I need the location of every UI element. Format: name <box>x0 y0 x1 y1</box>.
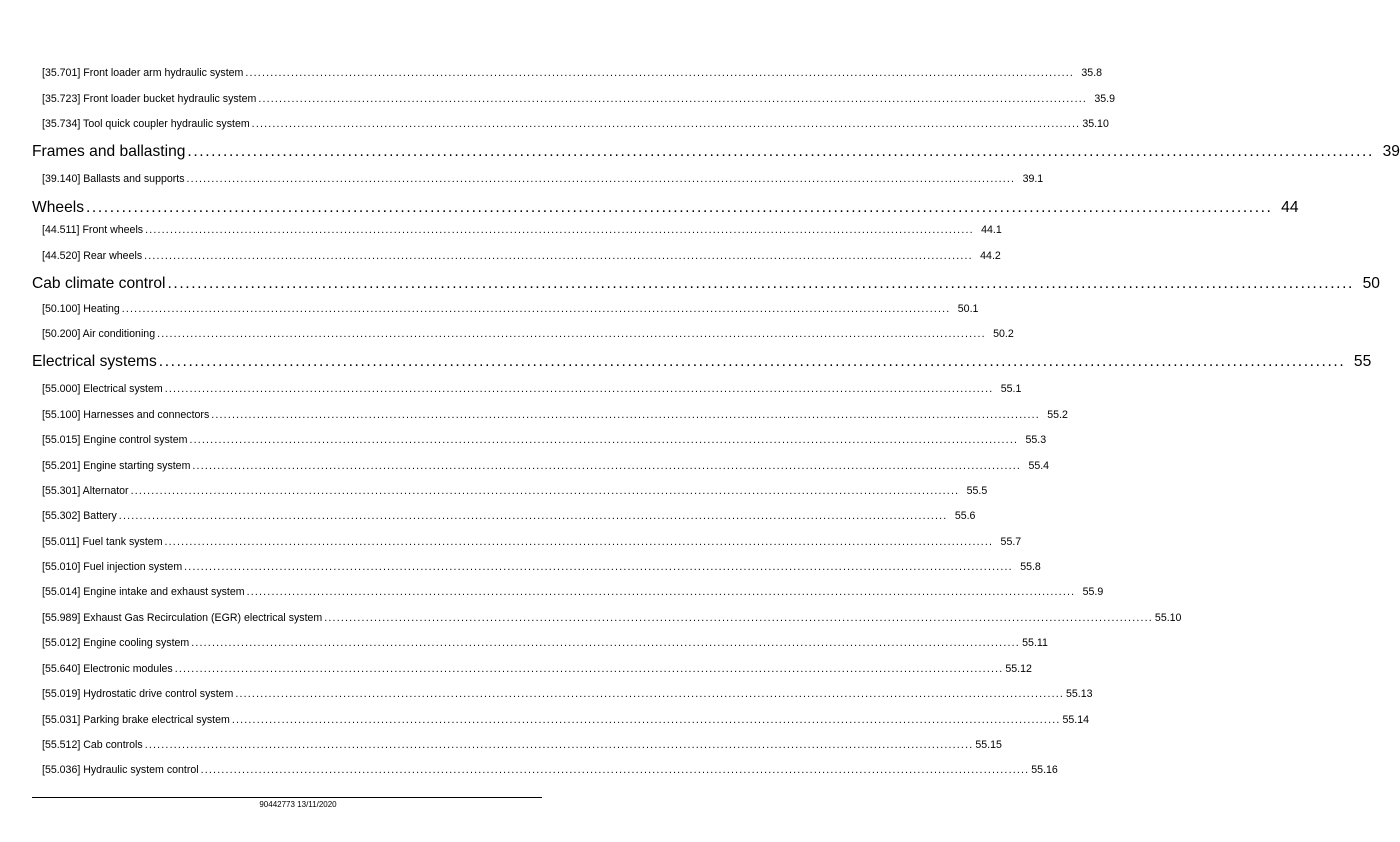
toc-entry-page: 55.6 <box>954 510 976 522</box>
dot-leader: ........................................................................................................................................................................................................ <box>121 303 951 315</box>
toc-entry-title: [39.140] Ballasts and supports <box>42 173 185 185</box>
toc-section[interactable] <box>32 198 1299 218</box>
dot-leader: ........................................................................................................................................................................................................ <box>211 409 1040 421</box>
toc-entry-page: 55.1 <box>1000 383 1022 395</box>
toc-entry[interactable] <box>42 382 1022 396</box>
toc-entry-page: 55.9 <box>1082 586 1104 598</box>
dot-leader: ........................................................................................................................................................................................................ <box>231 714 1061 726</box>
toc-section-page: 55 <box>1353 353 1372 370</box>
footer-doc-id: 90442773 13/11/2020 <box>259 800 337 809</box>
dot-leader: ........................................................................................................................................................................................................ <box>144 250 973 262</box>
toc-entry-title: [44.520] Rear wheels <box>42 250 143 262</box>
toc-entry-page: 35.9 <box>1094 93 1115 105</box>
toc-entry-page: 39.1 <box>1022 173 1044 185</box>
toc-entry-title: [35.701] Front loader arm hydraulic system <box>42 67 244 79</box>
toc-section-page: 44 <box>1281 199 1299 216</box>
toc-entry-title: [55.640] Electronic modules <box>42 663 173 675</box>
toc-entry[interactable] <box>42 662 1032 676</box>
toc-entry[interactable] <box>42 327 1014 341</box>
dot-leader: ........................................................................................................................................................................................................ <box>86 199 1273 216</box>
toc-entry[interactable] <box>42 585 1104 599</box>
toc-entry-page: 55.8 <box>1020 561 1041 573</box>
toc-entry[interactable] <box>42 611 1182 625</box>
toc-entry-title: [55.015] Engine control system <box>42 434 188 446</box>
toc-entry-title: [55.989] Exhaust Gas Recirculation (EGR) electrical system <box>42 612 323 624</box>
dot-leader: ........................................................................................................................................................................................................ <box>164 383 994 395</box>
toc-entry-title: [50.200] Air conditioning <box>42 328 156 340</box>
toc-entry-title: [55.000] Electrical system <box>42 383 163 395</box>
dot-leader: ........................................................................................................................................................................................................ <box>118 510 948 522</box>
toc-entry[interactable] <box>42 560 1041 574</box>
toc-entry-page: 55.2 <box>1047 409 1068 421</box>
toc-entry-page: 55.11 <box>1022 637 1048 649</box>
dot-leader: ........................................................................................................................................................................................................ <box>145 224 974 236</box>
dot-leader: ........................................................................................................................................................................................................ <box>192 460 1022 472</box>
toc-entry-title: [55.031] Parking brake electrical system <box>42 714 230 726</box>
toc-section[interactable] <box>32 352 1372 372</box>
dot-leader: ........................................................................................................................................................................................................ <box>186 173 1016 185</box>
toc-entry[interactable] <box>42 763 1058 777</box>
dot-leader: ........................................................................................................................................................................................................ <box>245 67 1075 79</box>
toc-entry[interactable] <box>42 302 979 316</box>
toc-entry[interactable] <box>42 408 1068 422</box>
toc-entry-page: 55.3 <box>1025 434 1047 446</box>
toc-entry-title: [55.011] Fuel tank system <box>42 536 163 548</box>
toc-entry-title: [35.734] Tool quick coupler hydraulic system <box>42 118 250 130</box>
toc-entry-page: 55.12 <box>1005 663 1032 675</box>
toc-entry[interactable] <box>42 713 1090 727</box>
dot-leader: ........................................................................................................................................................................................................ <box>184 561 1013 573</box>
dot-leader: ........................................................................................................................................................................................................ <box>189 434 1019 446</box>
toc-entry[interactable] <box>42 433 1047 447</box>
toc-entry-title: [55.010] Fuel injection system <box>42 561 183 573</box>
toc-section-title: Cab climate control <box>32 275 166 292</box>
toc-entry-title: [55.036] Hydraulic system control <box>42 764 199 776</box>
toc-entry[interactable] <box>42 484 988 498</box>
toc-entry[interactable] <box>42 459 1050 473</box>
toc-section-title: Frames and ballasting <box>32 143 186 160</box>
toc-entry-title: [50.100] Heating <box>42 303 120 315</box>
dot-leader: ........................................................................................................................................................................................................ <box>164 536 994 548</box>
toc-section-title: Wheels <box>32 199 84 216</box>
dot-leader: ........................................................................................................................................................................................................ <box>251 118 1081 130</box>
dot-leader: ........................................................................................................................................................................................................ <box>174 663 1004 675</box>
toc-entry-title: [55.100] Harnesses and connectors <box>42 409 210 421</box>
toc-entry-page: 44.1 <box>981 224 1002 236</box>
toc-entry-page: 55.10 <box>1154 612 1182 624</box>
toc-entry[interactable] <box>42 738 1002 752</box>
toc-entry[interactable] <box>42 687 1093 701</box>
toc-entry-title: [55.201] Engine starting system <box>42 460 191 472</box>
toc-entry-title: [55.301] Alternator <box>42 485 129 497</box>
toc-entry-title: [55.019] Hydrostatic drive control system <box>42 688 234 700</box>
dot-leader: ........................................................................................................................................................................................................ <box>246 586 1076 598</box>
toc-entry-title: [44.511] Front wheels <box>42 224 144 236</box>
toc-section-page: 50 <box>1362 275 1380 292</box>
toc-entry-title: [55.512] Cab controls <box>42 739 143 751</box>
toc-section-page: 39 <box>1382 143 1400 160</box>
toc-entry-title: [55.302] Battery <box>42 510 117 522</box>
toc-entry-page: 55.14 <box>1062 714 1090 726</box>
toc-entry-title: [35.723] Front loader bucket hydraulic system <box>42 93 257 105</box>
dot-leader: ........................................................................................................................................................................................................ <box>158 353 1346 370</box>
toc-section[interactable] <box>32 142 1400 162</box>
toc-entry-page: 50.2 <box>993 328 1014 340</box>
toc-section[interactable] <box>32 274 1380 294</box>
toc-entry[interactable] <box>42 535 1022 549</box>
toc-entry[interactable] <box>42 223 1002 237</box>
toc-entry-page: 55.5 <box>966 485 988 497</box>
dot-leader: ........................................................................................................................................................................................................ <box>191 637 1020 649</box>
toc-entry-page: 55.16 <box>1031 764 1058 776</box>
toc-section-title: Electrical systems <box>32 353 157 370</box>
toc-entry[interactable] <box>42 172 1044 186</box>
toc-entry-page: 50.1 <box>957 303 979 315</box>
toc-entry[interactable] <box>42 117 1109 131</box>
toc-entry-page: 55.7 <box>1000 536 1022 548</box>
dot-leader: ........................................................................................................................................................................................................ <box>235 688 1065 700</box>
dot-leader: ........................................................................................................................................................................................................ <box>187 143 1374 160</box>
dot-leader: ........................................................................................................................................................................................................ <box>144 739 974 751</box>
toc-entry[interactable] <box>42 66 1103 80</box>
toc-entry-page: 55.15 <box>975 739 1002 751</box>
dot-leader: ........................................................................................................................................................................................................ <box>130 485 960 497</box>
dot-leader: ........................................................................................................................................................................................................ <box>258 93 1087 105</box>
toc-entry-page: 35.8 <box>1081 67 1103 79</box>
dot-leader: ........................................................................................................................................................................................................ <box>200 764 1030 776</box>
toc-entry[interactable] <box>42 509 976 523</box>
toc-entry[interactable] <box>42 636 1048 650</box>
toc-entry-page: 55.13 <box>1066 688 1093 700</box>
footer-divider <box>32 797 542 798</box>
toc-entry-page: 55.4 <box>1028 460 1050 472</box>
toc-entry[interactable] <box>42 249 1001 263</box>
dot-leader: ........................................................................................................................................................................................................ <box>324 612 1153 624</box>
toc-entry-title: [55.014] Engine intake and exhaust system <box>42 586 245 598</box>
toc-entry-page: 35.10 <box>1082 118 1109 130</box>
dot-leader: ........................................................................................................................................................................................................ <box>157 328 986 340</box>
dot-leader: ........................................................................................................................................................................................................ <box>167 275 1354 292</box>
toc-entry-page: 44.2 <box>980 250 1001 262</box>
toc-entry[interactable] <box>42 92 1115 106</box>
toc-entry-title: [55.012] Engine cooling system <box>42 637 190 649</box>
